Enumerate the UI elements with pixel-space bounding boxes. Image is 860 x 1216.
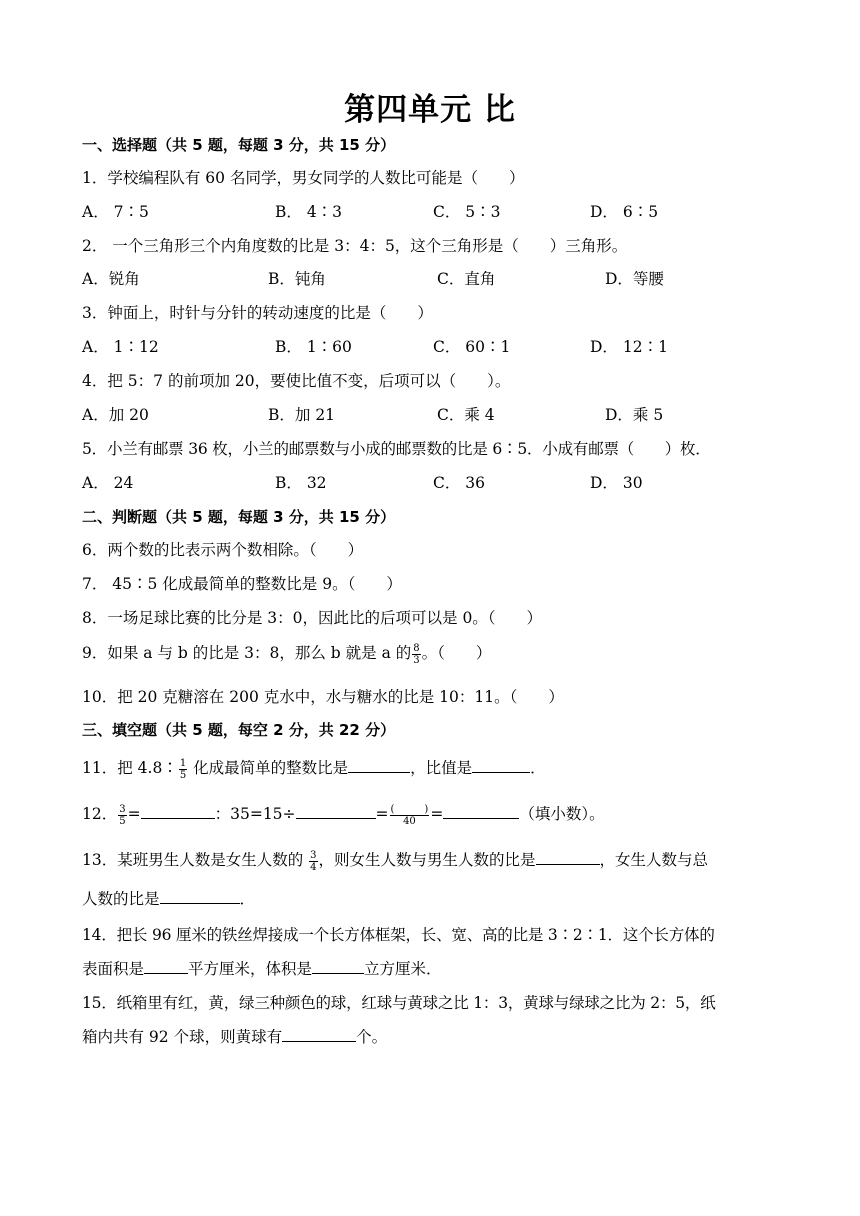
question-1: 1．学校编程队有 60 名同学，男女同学的人数比可能是（ ） (82, 169, 525, 187)
q3-option-b: B． 1∶60 (275, 338, 352, 356)
question-4: 4．把 5：7 的前项加 20，要使比值不变，后项可以（ ）。 (82, 372, 511, 390)
q13-fraction-denominator: 4 (310, 861, 317, 873)
q14-line2-text: 表面积是 (82, 960, 145, 978)
q9-fraction-denominator: 3 (413, 654, 420, 666)
q9-text: 9．如果 a 与 b 的比是 3：8，那么 b 就是 a 的 (82, 644, 412, 662)
question-5: 5．小兰有邮票 36 枚，小兰的邮票数与小成的邮票数的比是 6∶5．小成有邮票（ ）枚． (82, 440, 711, 458)
q13-text-mid2: ，女生人数与总 (599, 851, 709, 869)
question-13-line-2 (82, 887, 790, 910)
q13-line2-text: 人数的比是 (82, 890, 160, 908)
q1-option-a: A． 7∶5 (82, 203, 149, 221)
q5-option-a: A． 24 (82, 474, 134, 492)
q12-text-mid: ：35=15÷ (214, 805, 296, 823)
section-heading-fill-blank: 三、填空题（共 5 题，每空 2 分，共 22 分） (82, 721, 396, 739)
q13-fraction (309, 850, 317, 873)
q11-fraction (179, 758, 187, 781)
q15-line2-text: 箱内共有 92 个球，则黄球有 (82, 1028, 283, 1046)
question-3: 3．钟面上，时针与分针的转动速度的比是（ ） (82, 304, 433, 322)
q12-fraction (118, 804, 126, 827)
question-15: 15．纸箱里有红，黄，绿三种颜色的球，红球与黄球之比 1：3，黄球与绿球之比为 2：5，纸 (82, 994, 716, 1012)
question-15-line-2 (82, 1025, 790, 1048)
q12-equals-3: = (430, 805, 444, 823)
q14-tail: 立方厘米． (364, 960, 442, 978)
q15-tail: 个。 (356, 1028, 388, 1046)
q1-option-c: C． 5∶3 (433, 203, 501, 221)
question-12 (82, 802, 790, 827)
q12-fraction-denominator: 5 (119, 815, 126, 827)
page-title: 第四单元 比 (344, 92, 516, 128)
q12-fraction-blank-denominator: 40 (403, 815, 416, 827)
q4-option-b: B．加 21 (268, 406, 336, 424)
q13-tail: ． (239, 890, 256, 908)
q2-option-a: A．锐角 (82, 270, 140, 288)
q14-answer-blank-2[interactable] (312, 957, 364, 974)
q11-text: 11．把 4.8∶ (82, 759, 178, 777)
q11-text-mid2: ，比值是 (410, 759, 473, 777)
q13-answer-blank-1[interactable] (536, 848, 600, 865)
question-10: 10．把 20 克糖溶在 200 克水中，水与糖水的比是 10：11。（ ） (82, 688, 564, 706)
question-6: 6．两个数的比表示两个数相除。（ ） (82, 541, 364, 559)
q5-option-b: B． 32 (275, 474, 327, 492)
q3-option-a: A． 1∶12 (82, 338, 159, 356)
q14-answer-blank-1[interactable] (144, 957, 188, 974)
q12-equals-1: = (127, 805, 141, 823)
q12-tail: （填小数）。 (519, 805, 605, 823)
q4-option-a: A．加 20 (82, 406, 149, 424)
question-9 (82, 642, 790, 666)
q13-answer-blank-2[interactable] (160, 887, 240, 904)
q11-fraction-numerator: 1 (179, 757, 187, 769)
q2-option-b: B．钝角 (268, 270, 326, 288)
q2-option-c: C．直角 (437, 270, 496, 288)
q15-answer-blank[interactable] (282, 1025, 356, 1042)
section-heading-choice: 一、选择题（共 5 题，每题 3 分，共 15 分） (82, 136, 396, 154)
q12-answer-blank-3[interactable] (443, 802, 519, 819)
question-14: 14．把长 96 厘米的铁丝焊接成一个长方体框架，长、宽、高的比是 3∶2∶1．这个长方体的 (82, 926, 715, 944)
q12-answer-blank-1[interactable] (141, 802, 215, 819)
section-heading-judgment: 二、判断题（共 5 题，每题 3 分，共 15 分） (82, 508, 396, 526)
q12-answer-blank-2[interactable] (296, 802, 376, 819)
q1-option-d: D． 6∶5 (590, 203, 659, 221)
question-2: 2． 一个三角形三个内角度数的比是 3：4：5，这个三角形是（ ）三角形。 (82, 237, 628, 255)
q13-text-mid: ，则女生人数与男生人数的比是 (318, 851, 536, 869)
question-7: 7． 45∶5 化成最简单的整数比是 9。（ ） (82, 575, 402, 593)
q1-option-b: B． 4∶3 (275, 203, 343, 221)
q4-option-c: C．乘 4 (437, 406, 495, 424)
q11-answer-blank-2[interactable] (472, 756, 530, 773)
question-14-line-2 (82, 957, 790, 980)
q14-line2-mid: 平方厘米，体积是 (188, 960, 313, 978)
question-13 (82, 848, 790, 873)
q9-fraction (412, 643, 420, 666)
q11-text-mid: 化成最简单的整数比是 (188, 759, 349, 777)
question-8: 8．一场足球比赛的比分是 3：0，因此比的后项可以是 0。（ ） (82, 609, 543, 627)
q5-option-d: D． 30 (590, 474, 643, 492)
q11-answer-blank-1[interactable] (348, 756, 410, 773)
question-11 (82, 756, 790, 781)
q11-fraction-denominator: 5 (179, 769, 187, 781)
q12-fraction-numerator: 3 (119, 803, 126, 815)
q3-option-c: C． 60∶1 (433, 338, 511, 356)
q3-option-d: D． 12∶1 (590, 338, 668, 356)
q4-option-d: D．乘 5 (605, 406, 664, 424)
q12-number: 12． (82, 805, 118, 823)
q12-fraction-blank[interactable] (390, 804, 430, 827)
q12-equals-2: = (375, 805, 389, 823)
q9-fraction-numerator: 8 (413, 642, 420, 654)
q11-tail: ． (530, 759, 546, 777)
q13-fraction-numerator: 3 (310, 849, 317, 861)
q2-option-d: D．等腰 (605, 270, 664, 288)
q12-fraction-blank-numerator: ( ) (390, 803, 429, 815)
q5-option-c: C． 36 (433, 474, 486, 492)
q13-text: 13．某班男生人数是女生人数的 (82, 851, 309, 869)
q9-tail: 。（ ） (421, 644, 492, 662)
